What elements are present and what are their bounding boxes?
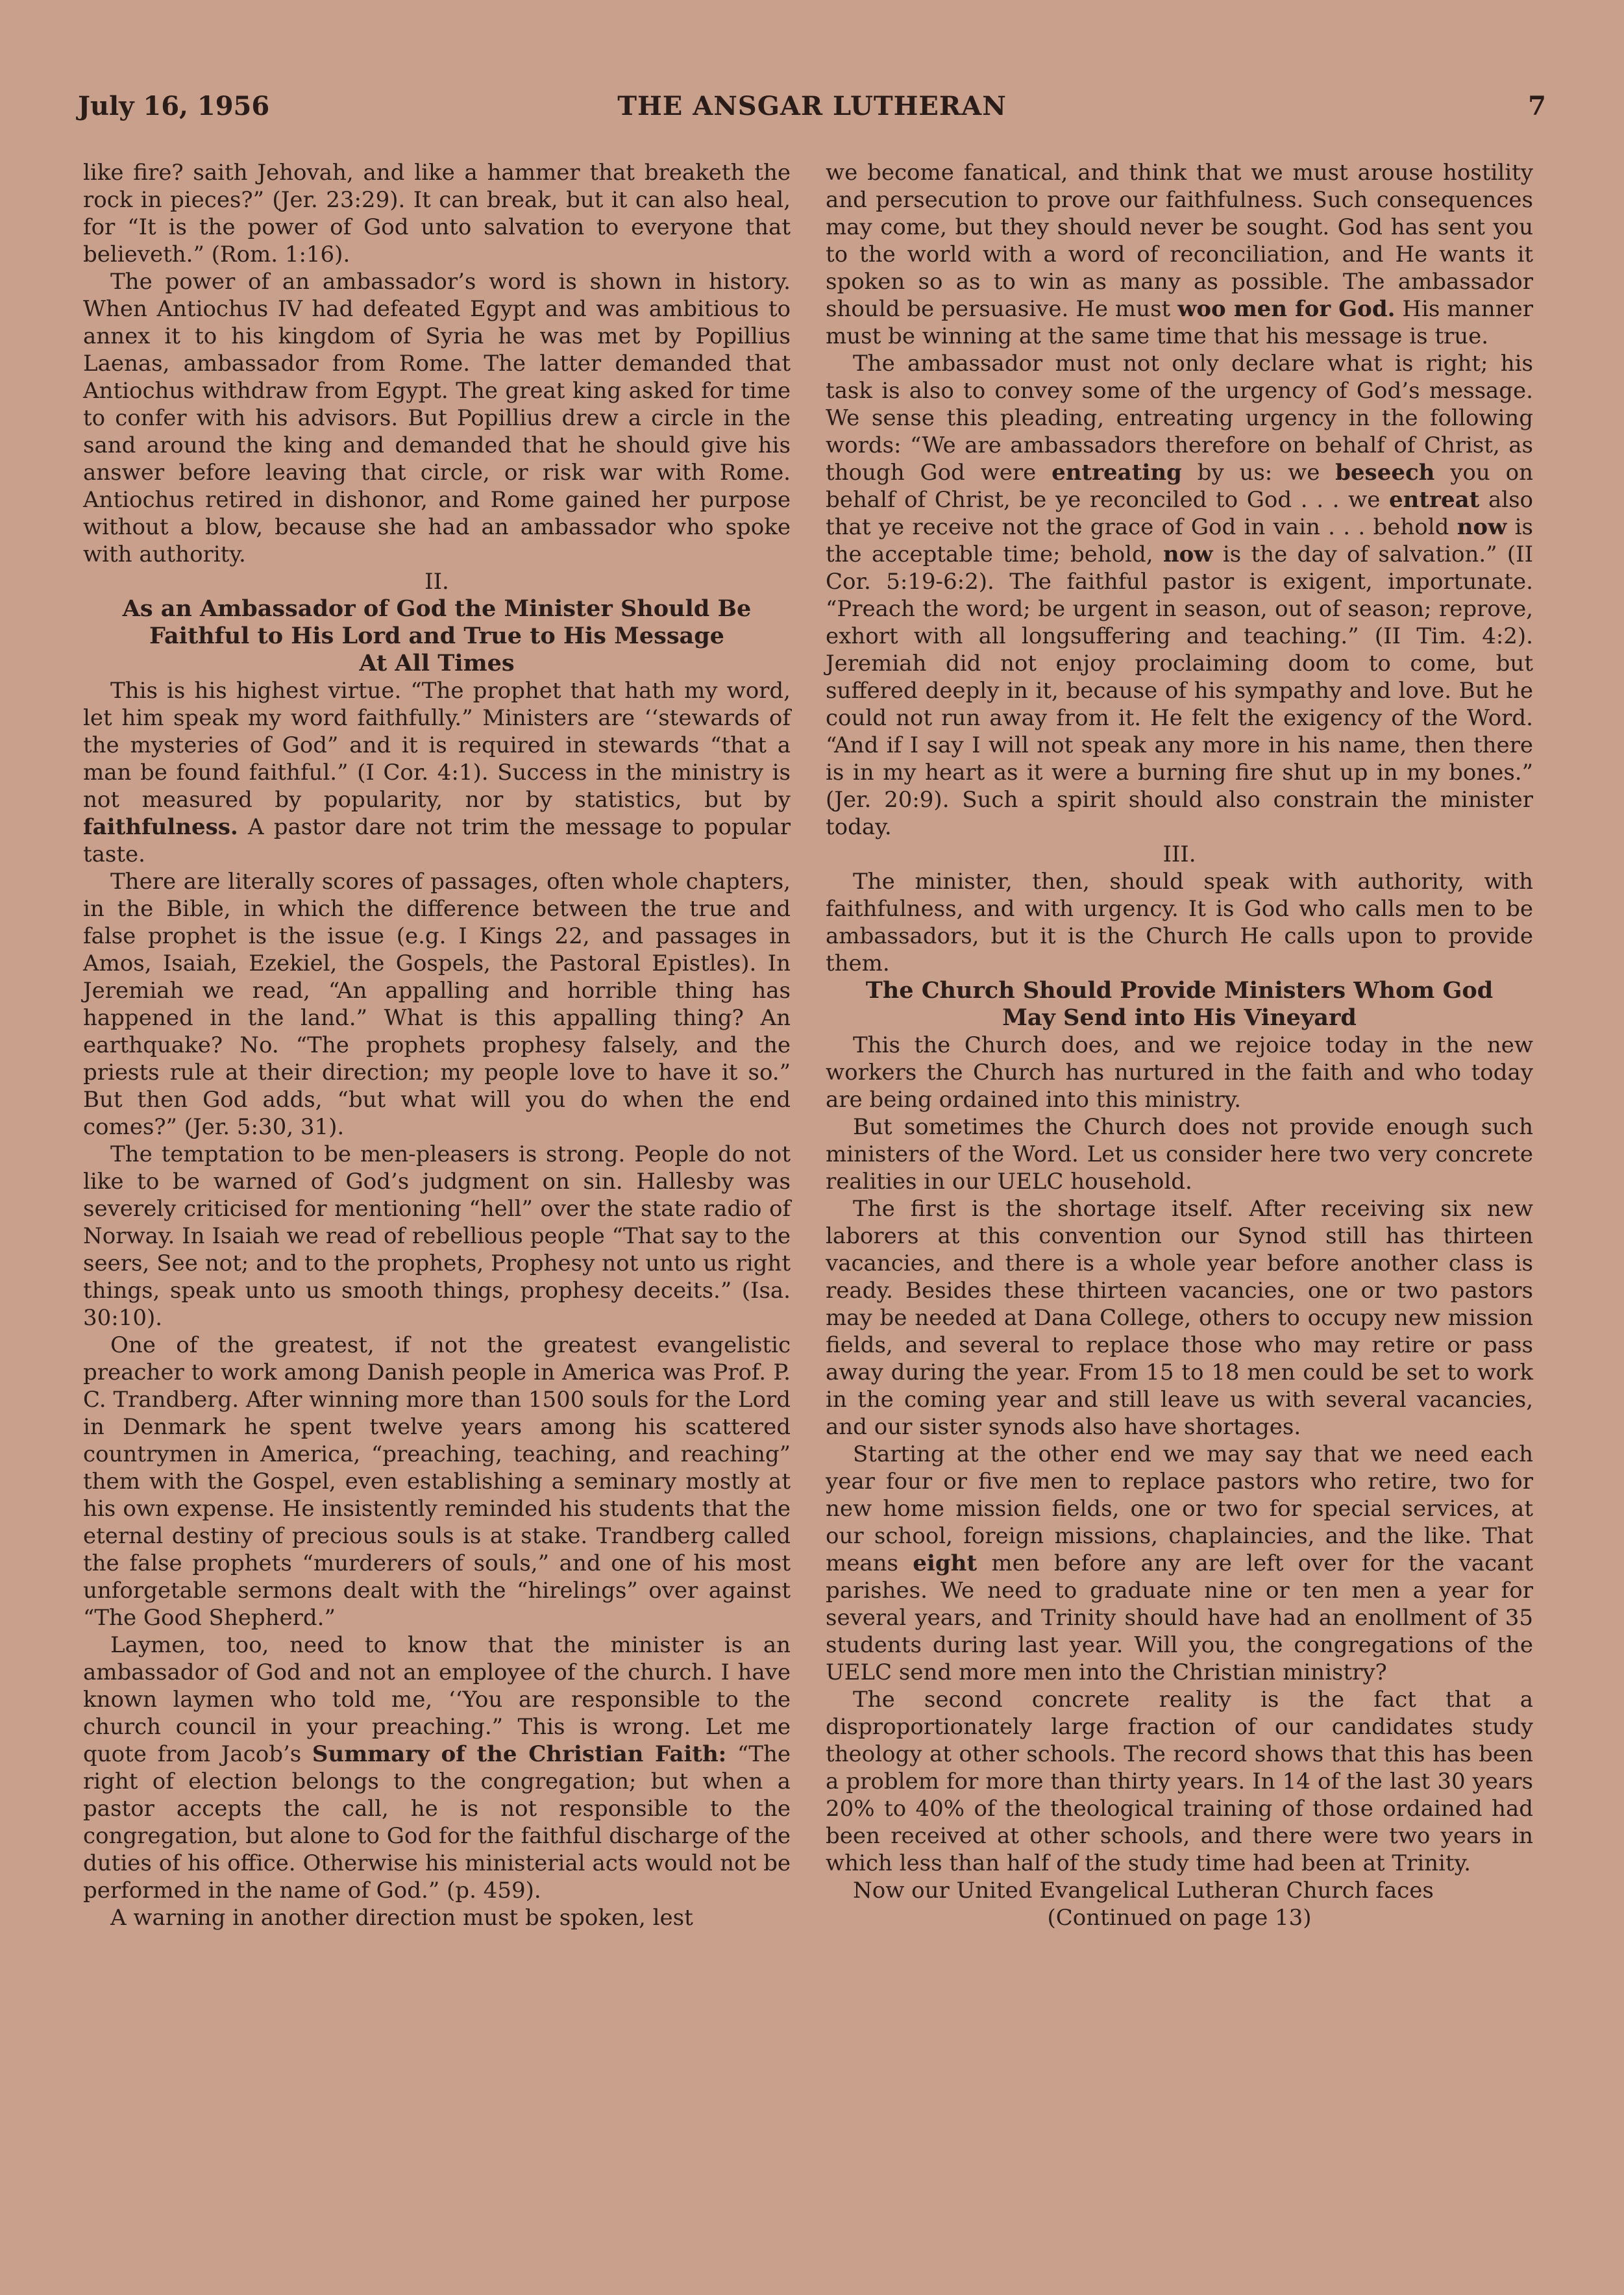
publication-title: THE ANSGAR LUTHERAN bbox=[617, 91, 1007, 121]
paragraph: There are literally scores of passages, often whole chapters, in the Bible, in which the difference between the true and false prophet is the issue (e.g. I Kings 22, and passages in Amos, Isaiah, Ezekiel, the Gospels, the Pastoral Epistles). In Jeremiah we read, “An appalling and horrible thing has happened in the land.” What is this appalling thing? An earthquake? No. “The prophets prophesy falsely, and the priests rule at their direction; my people love to have it so.” But then God adds, “but what will you do when the end comes?” (Jer. 5:30, 31). bbox=[83, 869, 791, 1140]
paragraph: The minister, then, should speak with authority, with faithfulness, and with urgency. It is God who calls men to be ambassadors, but it is the Church He calls upon to provide them. bbox=[826, 869, 1533, 976]
paragraph bbox=[826, 159, 1533, 350]
text-run: men before any are left over for the vacant parishes. We need to graduate nine or ten men a year for several years, and Trinity should have had an enollment of 35 students during last year. Will you, the congregations of the UELC send more men into the Christian ministry? bbox=[826, 1550, 1533, 1685]
bold-text: now bbox=[1457, 514, 1507, 540]
paragraph: The temptation to be men-pleasers is strong. People do not like to be warned of God’s judgment on sin. Hallesby was severely criticised for mentioning “hell” over the state radio of Norway. In Isaiah we read of rebellious people “That say to the seers, See not; and to the prophets, Prophesy not unto us right things, speak unto us smooth things, prophesy deceits.” (Isa. 30:10). bbox=[83, 1141, 791, 1331]
paragraph bbox=[83, 677, 791, 868]
page-header bbox=[78, 91, 1546, 136]
paragraph: like fire? saith Jehovah, and like a hammer that breaketh the rock in pieces?” (Jer. 23:29). It can break, but it can also heal, for “It is the power of God unto salvation to everyone that believeth.” (Rom. 1:16). bbox=[83, 160, 791, 267]
paragraph bbox=[826, 1441, 1533, 1686]
text-run: “The right of election belongs to the congregation; but when a pastor accepts the call, he is not responsible to the congregation, but alone to God for the faithful discharge of the duties of his office. Otherwise his ministerial acts would not be performed in the name of God.” (p. 459). bbox=[83, 1741, 791, 1904]
text-run: is the acceptable time; behold, bbox=[826, 514, 1533, 567]
text-run: you on behalf of Christ, be ye reconciled to God . . . we bbox=[826, 460, 1533, 513]
bold-text: entreating bbox=[1052, 460, 1182, 486]
text-run: A pastor dare not trim the message to popular taste. bbox=[83, 814, 791, 867]
section-heading-line: Faithful to His Lord and True to His Message bbox=[149, 623, 724, 649]
bold-text: faithfulness. bbox=[83, 814, 238, 840]
paragraph: A warning in another direction must be spoken, lest bbox=[110, 1905, 693, 1931]
text-run: by us: we bbox=[1181, 460, 1336, 486]
paragraph: Now our United Evangelical Lutheran Church faces bbox=[853, 1878, 1434, 1904]
paragraph: One of the greatest, if not the greatest evangelistic preacher to work among Danish people in America was Prof. P. C. Trandberg. After winning more than 1500 souls for the Lord in Denmark he spent twelve years among his scattered countrymen in America, “preaching, teaching, and reaching” them with the Gospel, even establishing a seminary mostly at his own expense. He insistently reminded his students that the eternal destiny of precious souls is at stake. Trandberg called the false prophets “murderers of souls,” and one of his most unforgetable sermons dealt with the “hirelings” over against “The Good Shepherd.” bbox=[83, 1332, 791, 1631]
issue-date: July 16, 1956 bbox=[78, 91, 270, 121]
text-run: The ambassador must not only declare what is right; his task is also to convey some of the urgency of God’s message. We sense this pleading, entreating urgency in the following words: “We are ambassadors therefore on behalf of Christ, as though God were bbox=[826, 351, 1533, 486]
text-run: This is his highest virtue. “The prophet that hath my word, let him speak my word faithfully.” Ministers are ‘‘stewards of the mysteries of God” and it is required in stewards “that a man be found faithful.” (I Cor. 4:1). Success in the ministry is not measured by popularity, nor by statistics, but by bbox=[83, 678, 791, 813]
section-numeral: III. bbox=[1163, 841, 1196, 867]
section-heading-line: The Church Should Provide Ministers Whom God bbox=[865, 977, 1494, 1004]
right-column bbox=[826, 159, 1533, 1931]
text-run: we become fanatical, and think that we must arouse hostility and persecution to prove our faithfulness. Such consequences may come, but they should never be sought. God has sent you to the world with a word of reconciliation, and He wants it spoken so as to win as many as possible. The ambassador should be persuasive. He must bbox=[826, 160, 1533, 322]
text-run: Laymen, too, need to know that the minister is an ambassador of God and not an employee of the church. I have known laymen who told me, ‘‘You are responsible to the church council in your preaching.” This is wrong. Let me quote from Jacob’s bbox=[83, 1632, 791, 1767]
text-run: is the day of salvation.” (II Cor. 5:19-6:2). The faithful pastor is exigent, importunate. “Preach the word; be urgent in season, out of season; reprove, exhort with all longsuffering and teaching.” (II Tim. 4:2). Jeremiah did not enjoy proclaiming doom to come, but suffered deeply in it, because of his sympathy and love. But he could not run away from it. He felt the exigency of the Word. “And if I say I will not speak any more in his name, then there is in my heart as it were a burning fire shut up in my bones.” (Jer. 20:9). Such a spirit should also constrain the minister today. bbox=[826, 541, 1534, 840]
paragraph: But sometimes the Church does not provide enough such ministers of the Word. Let us consider here two very concrete realities in our UELC household. bbox=[826, 1114, 1533, 1195]
text-run: also that ye receive not the grace of God in vain . . . behold bbox=[826, 487, 1534, 540]
paragraph bbox=[83, 1631, 791, 1904]
paragraph: The first is the shortage itself. After receiving six new laborers at this convention our Synod still has thirteen vacancies, and there is a whole year before another class is ready. Besides these thirteen vacancies, one or two pastors may be needed at Dana College, others to occupy new mission fields, and several to replace those who may retire or pass away during the year. From 15 to 18 men could be set to work in the coming year and still leave us with several vacancies, and our sister synods also have shortages. bbox=[826, 1196, 1533, 1440]
section-numeral: II. bbox=[424, 569, 449, 595]
paragraph bbox=[826, 350, 1533, 841]
section-heading-line: As an Ambassador of God the Minister Should Be bbox=[122, 595, 752, 622]
page-number: 7 bbox=[1528, 91, 1546, 121]
paragraph: This the Church does, and we rejoice today in the new workers the Church has nurtured in the faith and who today are being ordained into this ministry. bbox=[826, 1032, 1533, 1113]
bold-text: entreat bbox=[1388, 487, 1480, 513]
bold-text: beseech bbox=[1335, 460, 1435, 486]
paragraph: The second concrete reality is the fact that a disproportionately large fraction of our candidates study theology at other schools. The record shows that this has been a problem for more than thirty years. In 14 of the last 30 years 20% to 40% of the theological training of those ordained had been received at other schools, and there were two years in which less than half of the study time had been at Trinity. bbox=[826, 1687, 1533, 1876]
text-run: His manner must be winning at the same time that his message is true. bbox=[826, 296, 1533, 349]
section-heading-line: At All Times bbox=[359, 650, 515, 676]
bold-text: now bbox=[1163, 541, 1213, 567]
paragraph: The power of an ambassador’s word is shown in history. When Antiochus IV had defeated Egypt and was ambitious to annex it to his kingdom of Syria he was met by Popillius Laenas, ambassador from Rome. The latter demanded that Antiochus withdraw from Egypt. The great king asked for time to confer with his advisors. But Popillius drew a circle in the sand around the king and demanded that he should give his answer before leaving that circle, or risk war with Rome. Antiochus retired in dishonor, and Rome gained her purpose without a blow, because she had an ambassador who spoke with authority. bbox=[83, 269, 791, 567]
bold-text: Summary of the Christian Faith: bbox=[312, 1741, 727, 1767]
section-heading-line: May Send into His Vineyard bbox=[1002, 1004, 1357, 1031]
left-column bbox=[83, 159, 791, 1931]
text-run: Starting at the other end we may say that we need each year four or five men to replace pastors who retire, two for new home mission fields, one or two for special services, at our school, foreign missions, chaplaincies, and the like. That means bbox=[826, 1441, 1533, 1576]
bold-text: eight bbox=[913, 1550, 978, 1576]
continued-note: (Continued on page 13) bbox=[1047, 1905, 1312, 1931]
bold-text: woo men for God. bbox=[1177, 296, 1396, 322]
